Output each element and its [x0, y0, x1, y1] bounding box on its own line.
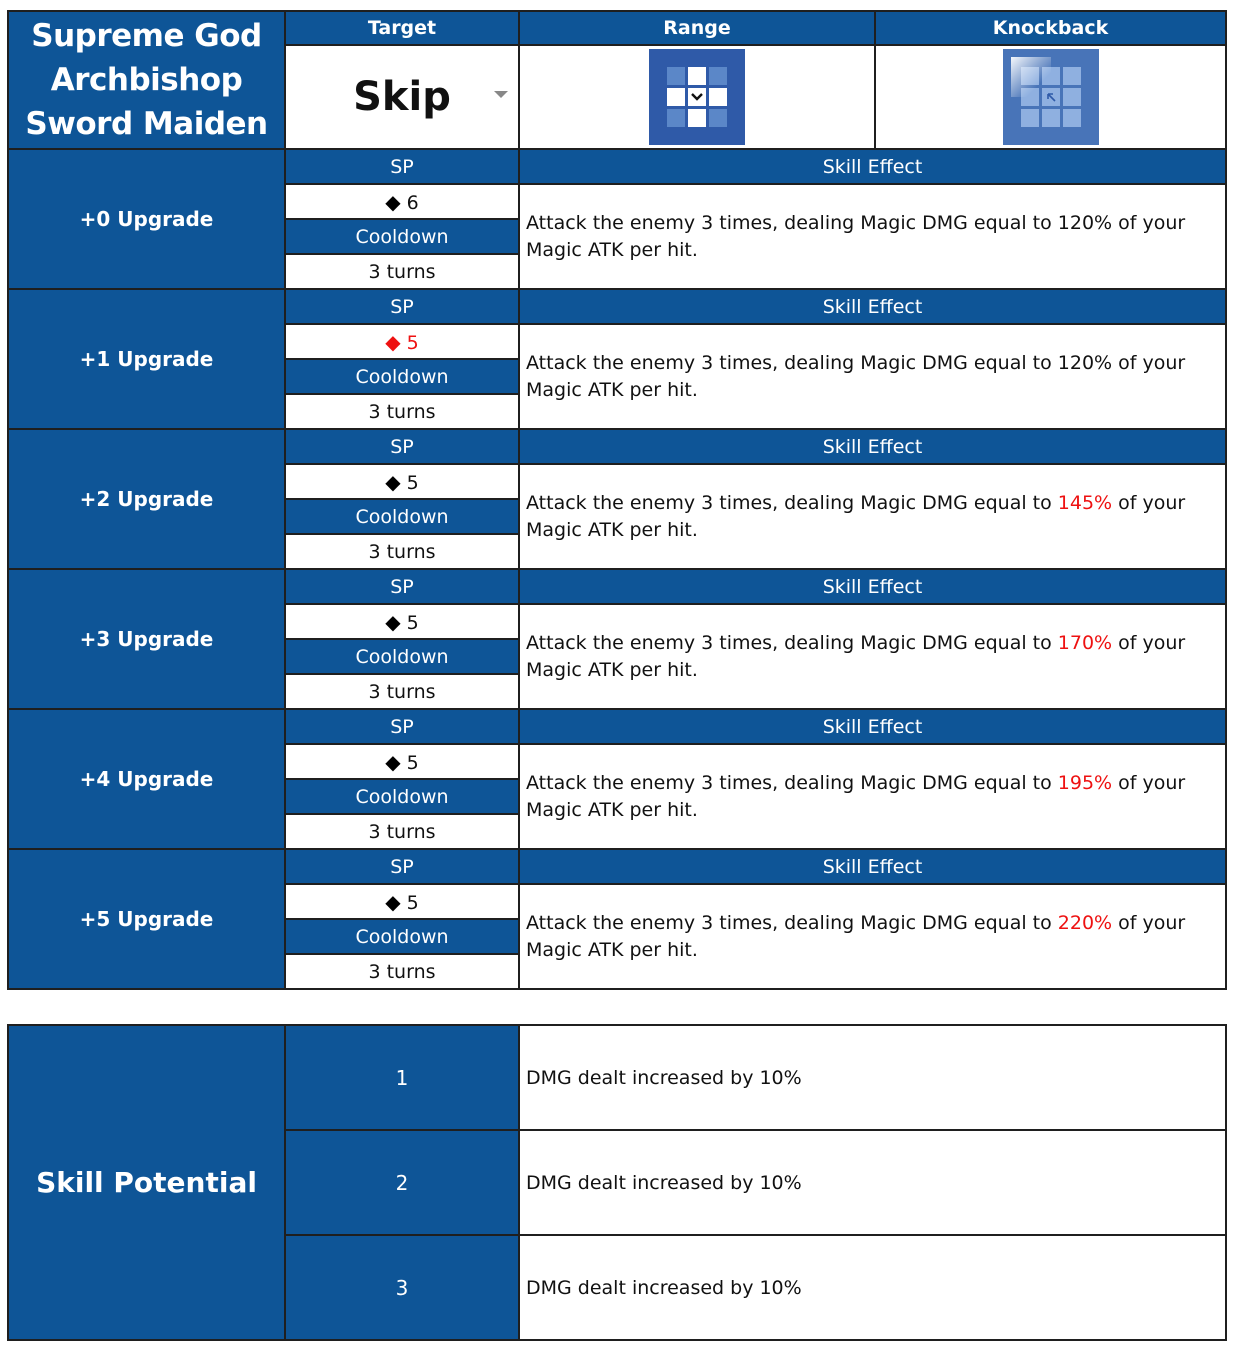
effect-text-pre: Attack the enemy 3 times, dealing Magic DMG equal to	[526, 911, 1058, 934]
cooldown-value: 3 turns	[285, 394, 519, 429]
effect-text-post: of your Magic ATK per hit.	[526, 911, 1186, 961]
potential-text: DMG dealt increased by 10%	[519, 1235, 1226, 1340]
cooldown-header: Cooldown	[285, 779, 519, 814]
sp-value-cell	[285, 744, 519, 779]
potential-number: 1	[285, 1025, 519, 1130]
knockback-cell	[875, 45, 1226, 149]
sp-header: SP	[285, 849, 519, 884]
effect-percent: 170%	[1057, 631, 1113, 654]
sp-header: SP	[285, 149, 519, 184]
effect-percent: 120%	[1057, 211, 1113, 234]
skill-effect-header: Skill Effect	[519, 709, 1226, 744]
sp-value: 5	[406, 611, 419, 634]
target-dropdown[interactable]	[285, 45, 519, 149]
sp-value-cell	[285, 464, 519, 499]
sp-value: 5	[406, 751, 419, 774]
effect-text-post: of your Magic ATK per hit.	[526, 351, 1186, 401]
potential-text: DMG dealt increased by 10%	[519, 1025, 1226, 1130]
sp-value: 5	[406, 891, 419, 914]
diamond-icon: ◆	[385, 889, 401, 914]
skill-effect-header: Skill Effect	[519, 569, 1226, 604]
upgrade-label: +5 Upgrade	[8, 849, 285, 989]
effect-percent: 145%	[1057, 491, 1113, 514]
skill-effect-text	[519, 604, 1226, 709]
upgrade-label: +4 Upgrade	[8, 709, 285, 849]
cooldown-value: 3 turns	[285, 814, 519, 849]
skill-effect-text	[519, 184, 1226, 289]
skill-effect-text	[519, 464, 1226, 569]
cooldown-header: Cooldown	[285, 639, 519, 674]
effect-text-pre: Attack the enemy 3 times, dealing Magic DMG equal to	[526, 351, 1058, 374]
skill-effect-text	[519, 324, 1226, 429]
effect-text-pre: Attack the enemy 3 times, dealing Magic DMG equal to	[526, 491, 1058, 514]
effect-text-pre: Attack the enemy 3 times, dealing Magic DMG equal to	[526, 771, 1058, 794]
skill-potential-table	[7, 1024, 1227, 1341]
knockback-header: Knockback	[875, 11, 1226, 45]
sp-header: SP	[285, 289, 519, 324]
target-header: Target	[285, 11, 519, 45]
upgrade-label: +2 Upgrade	[8, 429, 285, 569]
diamond-icon: ◆	[385, 469, 401, 494]
skill-name-line: Sword Maiden	[25, 106, 268, 142]
range-header: Range	[519, 11, 875, 45]
skill-effect-text	[519, 744, 1226, 849]
effect-text-post: of your Magic ATK per hit.	[526, 211, 1186, 261]
range-cell	[519, 45, 875, 149]
effect-text-pre: Attack the enemy 3 times, dealing Magic DMG equal to	[526, 211, 1058, 234]
chevron-down-icon	[688, 88, 706, 106]
sp-header: SP	[285, 569, 519, 604]
target-value: Skip	[353, 74, 451, 120]
sp-header: SP	[285, 429, 519, 464]
shine-highlight	[1011, 57, 1051, 97]
skill-effect-header: Skill Effect	[519, 429, 1226, 464]
upgrade-label: +0 Upgrade	[8, 149, 285, 289]
skill-name-line: Archbishop	[50, 62, 243, 98]
effect-percent: 220%	[1057, 911, 1113, 934]
chevron-down-icon[interactable]	[494, 91, 508, 98]
effect-percent: 120%	[1057, 351, 1113, 374]
sp-value: 6	[406, 191, 419, 214]
cooldown-value: 3 turns	[285, 534, 519, 569]
cooldown-header: Cooldown	[285, 499, 519, 534]
skill-effect-header: Skill Effect	[519, 149, 1226, 184]
skill-effect-header: Skill Effect	[519, 849, 1226, 884]
diamond-icon: ◆	[385, 609, 401, 634]
potential-number: 3	[285, 1235, 519, 1340]
sp-value-cell	[285, 324, 519, 359]
upgrade-label: +1 Upgrade	[8, 289, 285, 429]
effect-text-post: of your Magic ATK per hit.	[526, 771, 1186, 821]
cooldown-header: Cooldown	[285, 359, 519, 394]
sp-value-cell	[285, 884, 519, 919]
sp-header: SP	[285, 709, 519, 744]
potential-text: DMG dealt increased by 10%	[519, 1130, 1226, 1235]
upgrade-label: +3 Upgrade	[8, 569, 285, 709]
cooldown-value: 3 turns	[285, 674, 519, 709]
skill-name	[8, 11, 285, 149]
sp-value-cell	[285, 184, 519, 219]
skill-effect-text	[519, 884, 1226, 989]
cooldown-value: 3 turns	[285, 254, 519, 289]
potential-number: 2	[285, 1130, 519, 1235]
effect-text-post: of your Magic ATK per hit.	[526, 491, 1186, 541]
diamond-icon: ◆	[385, 329, 401, 354]
skill-table	[7, 10, 1227, 990]
effect-text-pre: Attack the enemy 3 times, dealing Magic DMG equal to	[526, 631, 1058, 654]
diamond-icon: ◆	[385, 189, 401, 214]
range-grid-icon	[649, 49, 745, 145]
cooldown-header: Cooldown	[285, 919, 519, 954]
knockback-grid-icon	[1003, 49, 1099, 145]
effect-text-post: of your Magic ATK per hit.	[526, 631, 1186, 681]
diamond-icon: ◆	[385, 749, 401, 774]
cooldown-header: Cooldown	[285, 219, 519, 254]
effect-percent: 195%	[1057, 771, 1113, 794]
cooldown-value: 3 turns	[285, 954, 519, 989]
sp-value-cell	[285, 604, 519, 639]
skill-potential-label: Skill Potential	[8, 1025, 285, 1340]
sp-value: 5	[406, 331, 419, 354]
skill-effect-header: Skill Effect	[519, 289, 1226, 324]
sp-value: 5	[406, 471, 419, 494]
skill-name-line: Supreme God	[31, 18, 262, 54]
